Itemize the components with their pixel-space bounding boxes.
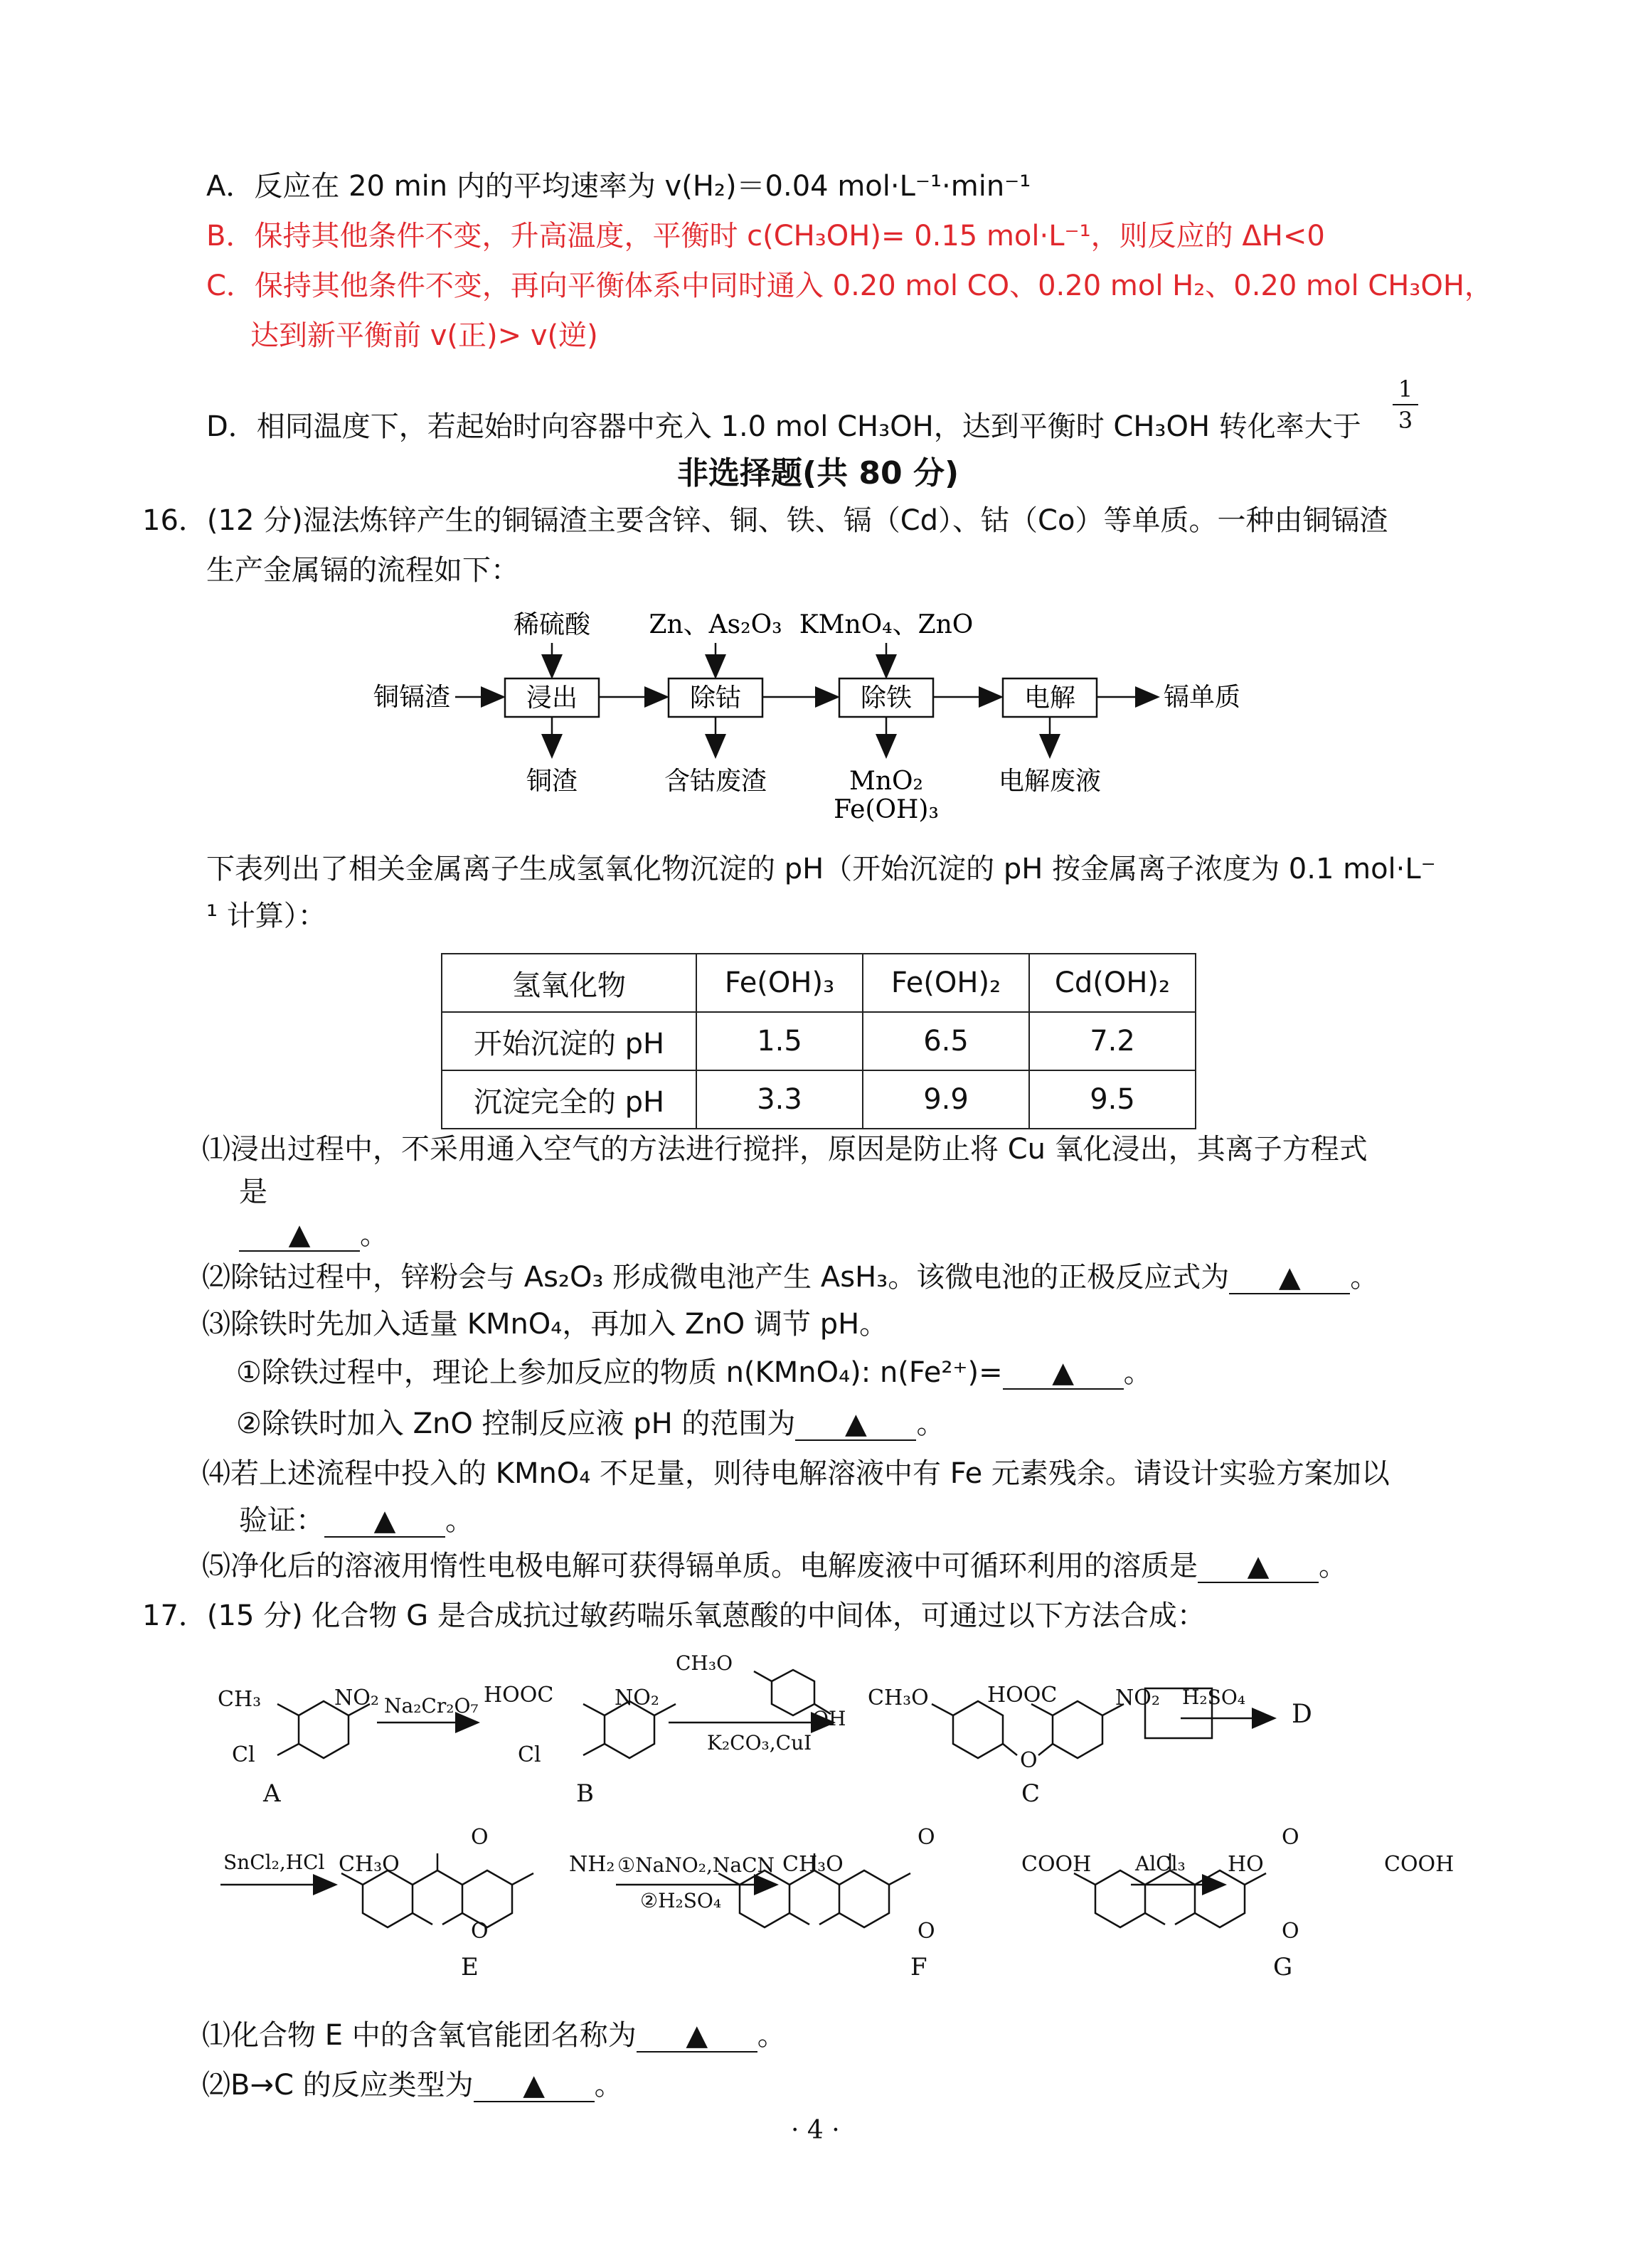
group-hooc-b: HOOC (484, 1683, 554, 1708)
q17-sub2: ⑵B→C 的反应类型为 ▲ 。 (202, 2069, 623, 2102)
group-cl-a: Cl (232, 1742, 255, 1767)
group-o-bridge-c: O (1020, 1748, 1038, 1773)
answer-blank[interactable]: ▲ (239, 1219, 360, 1252)
label-a: A (263, 1779, 281, 1808)
group-cooh-g: COOH (1384, 1852, 1454, 1877)
label-c: C (1021, 1779, 1041, 1808)
flow-input-kmno4: KMnO₄、ZnO (799, 610, 974, 639)
flow-output-copper-residue: 铜渣 (526, 767, 578, 796)
reagent-h2so4: H₂SO₄ (1182, 1686, 1246, 1709)
label-b: B (576, 1779, 594, 1808)
label-d: D (1292, 1700, 1312, 1729)
flow-step-cobalt-removal: 除钴 (689, 683, 742, 713)
q16-intro-line1: 16．(12 分)湿法炼锌产生的铜镉渣主要含锌、铜、铁、镉（Cd）、钴（Co）等单质。一种由铜镉渣 (142, 504, 1388, 537)
flow-start-label: 铜镉渣 (373, 683, 451, 712)
answer-blank[interactable]: ▲ (1003, 1357, 1124, 1390)
group-o-ring-g: O (1282, 1919, 1299, 1944)
process-flow-diagram (356, 597, 1280, 839)
synthesis-row2-structures (206, 1650, 1487, 1991)
group-o-ring-f: O (918, 1919, 935, 1944)
option-b: B．保持其他条件不变，升高温度，平衡时 c(CH₃OH)= 0.15 mol·L⁻¹，则反应的 ΔH<0 (206, 220, 1325, 252)
q16-sub3-part2: ②除铁时加入 ZnO 控制反应液 pH 的范围为 ▲ 。 (236, 1407, 945, 1440)
q16-sub4-line1: ⑷若上述流程中投入的 KMnO₄ 不足量，则待电解溶液中有 Fe 元素残余。请设计实验方案加以 (202, 1457, 1390, 1490)
flow-step-electrolysis: 电解 (1023, 683, 1076, 713)
group-nh2: NH₂ (569, 1852, 615, 1877)
q17-intro: 17．(15 分) 化合物 G 是合成抗过敏药喘乐氧蒽酸的中间体，可通过以下方法合成： (142, 1599, 1206, 1632)
reagent-nano2-nacn: ①NaNO₂,NaCN (617, 1853, 775, 1877)
flow-output-cobalt-residue: 含钴废渣 (664, 767, 767, 796)
flow-end-label: 镉单质 (1164, 683, 1241, 712)
reagent-na2cr2o7: Na₂Cr₂O₇ (384, 1694, 479, 1718)
table-cell: 9.5 (1029, 1070, 1196, 1129)
table-cell: 沉淀完全的 pH (442, 1070, 696, 1129)
q16-intro-line2: 生产金属镉的流程如下： (206, 554, 519, 587)
label-e: E (461, 1953, 479, 1981)
table-header-cell: Fe(OH)₃ (696, 954, 863, 1012)
q16-sub4-line2: 验证： ▲ 。 (239, 1504, 474, 1537)
group-ch3o-e: CH₃O (339, 1852, 400, 1877)
reagent-ch3o: CH₃O (676, 1651, 733, 1675)
q16-sub3-part1: ①除铁过程中，理论上参加反应的物质 n(KMnO₄): n(Fe²⁺)= ▲ 。 (236, 1356, 1152, 1389)
option-d: D．相同温度下，若起始时向容器中充入 1.0 mol CH₃OH，达到平衡时 CH₃OH 转化率大于 (206, 410, 1361, 443)
option-c-line1: C．保持其他条件不变，再向平衡体系中同时通入 0.20 mol CO、0.20 mol H₂、0.20 mol CH₃OH， (206, 270, 1493, 302)
table-cell: 开始沉淀的 pH (442, 1012, 696, 1070)
flow-step-leaching: 浸出 (526, 683, 578, 713)
table-cell: 7.2 (1029, 1012, 1196, 1070)
label-g: G (1273, 1953, 1293, 1981)
flow-input-zn: Zn、As₂O₃ (649, 610, 782, 639)
reagent-k2co3-cui: K₂CO₃,CuI (707, 1731, 812, 1755)
table-row (442, 1012, 1196, 1070)
flow-step-iron-removal: 除铁 (860, 683, 913, 713)
table-row (442, 1070, 1196, 1129)
q16-sub1-line2: 是 (239, 1176, 267, 1208)
answer-blank[interactable]: ▲ (637, 2020, 757, 2053)
flow-input-acid: 稀硫酸 (513, 610, 591, 639)
table-cell: 3.3 (696, 1070, 863, 1129)
answer-blank[interactable]: ▲ (795, 1408, 916, 1441)
q16-sub3: ⑶除铁时先加入适量 KMnO₄，再加入 ZnO 调节 pH。 (202, 1308, 888, 1341)
group-hooc-c: HOOC (987, 1683, 1058, 1708)
reagent-h2so4-2: ②H₂SO₄ (640, 1889, 722, 1912)
page-number: · 4 · (791, 2116, 840, 2145)
option-a: A．反应在 20 min 内的平均速率为 v(H₂)＝0.04 mol·L⁻¹·min⁻¹ (206, 170, 1031, 203)
q16-sub1-line1: ⑴浸出过程中，不采用通入空气的方法进行搅拌，原因是防止将 Cu 氧化浸出，其离子方程式 (202, 1133, 1368, 1166)
group-cooh-f: COOH (1021, 1852, 1092, 1877)
table-cell: 1.5 (696, 1012, 863, 1070)
table-intro-line1: 下表列出了相关金属离子生成氢氧化物沉淀的 pH（开始沉淀的 pH 按金属离子浓度为 0.1 mol·L⁻ (206, 853, 1436, 885)
table-intro-line2: ¹ 计算）： (206, 900, 326, 932)
table-cell: 6.5 (863, 1012, 1029, 1070)
group-cl-b: Cl (518, 1742, 541, 1767)
flow-output-mno2: MnO₂ (849, 767, 923, 796)
table-header-cell: Fe(OH)₂ (863, 954, 1029, 1012)
group-ch3: CH₃ (218, 1687, 262, 1712)
precipitation-ph-table (441, 953, 1196, 1129)
q16-sub1-answer: ▲ 。 (239, 1216, 388, 1253)
group-ch3o-c: CH₃O (868, 1686, 929, 1710)
q16-sub2: ⑵除钴过程中，锌粉会与 As₂O₃ 形成微电池产生 AsH₃。该微电池的正极反应式为 ▲ 。 (202, 1261, 1379, 1294)
group-no2-b: NO₂ (615, 1686, 659, 1710)
group-o-carbonyl-f: O (918, 1825, 935, 1850)
table-header-cell: Cd(OH)₂ (1029, 954, 1196, 1012)
label-f: F (910, 1953, 927, 1981)
reagent-oh: OH (812, 1707, 846, 1730)
fraction-one-third: 1 3 (1393, 376, 1418, 434)
table-cell: 9.9 (863, 1070, 1029, 1129)
answer-blank[interactable]: ▲ (324, 1505, 445, 1538)
reagent-alcl3: AlCl₃ (1135, 1852, 1186, 1875)
group-o-carbonyl-g: O (1282, 1825, 1299, 1850)
group-ho-g: HO (1228, 1852, 1264, 1877)
answer-blank[interactable]: ▲ (1229, 1262, 1350, 1294)
table-header-row (442, 954, 1196, 1012)
flow-output-feoh3: Fe(OH)₃ (834, 795, 939, 824)
flow-output-waste-liquid: 电解废液 (998, 767, 1102, 796)
q17-sub1: ⑴化合物 E 中的含氧官能团名称为 ▲ 。 (202, 2019, 786, 2052)
group-o-ring-e: O (471, 1919, 489, 1944)
answer-blank[interactable]: ▲ (474, 2070, 595, 2102)
reagent-sncl2-hcl: SnCl₂,HCl (223, 1851, 325, 1874)
group-no2-c: NO₂ (1115, 1686, 1160, 1710)
section-heading: 非选择题(共 80 分) (677, 455, 959, 491)
group-o-carbonyl-e: O (471, 1825, 489, 1850)
group-ch3o-f: CH₃O (782, 1852, 844, 1877)
q16-sub5: ⑸净化后的溶液用惰性电极电解可获得镉单质。电解废液中可循环利用的溶质是 ▲ 。 (202, 1550, 1347, 1582)
answer-blank[interactable]: ▲ (1198, 1550, 1319, 1583)
group-no2-a: NO₂ (334, 1686, 379, 1710)
table-header-cell: 氢氧化物 (442, 954, 696, 1012)
option-c-line2: 达到新平衡前 v(正)> v(逆) (250, 319, 598, 352)
